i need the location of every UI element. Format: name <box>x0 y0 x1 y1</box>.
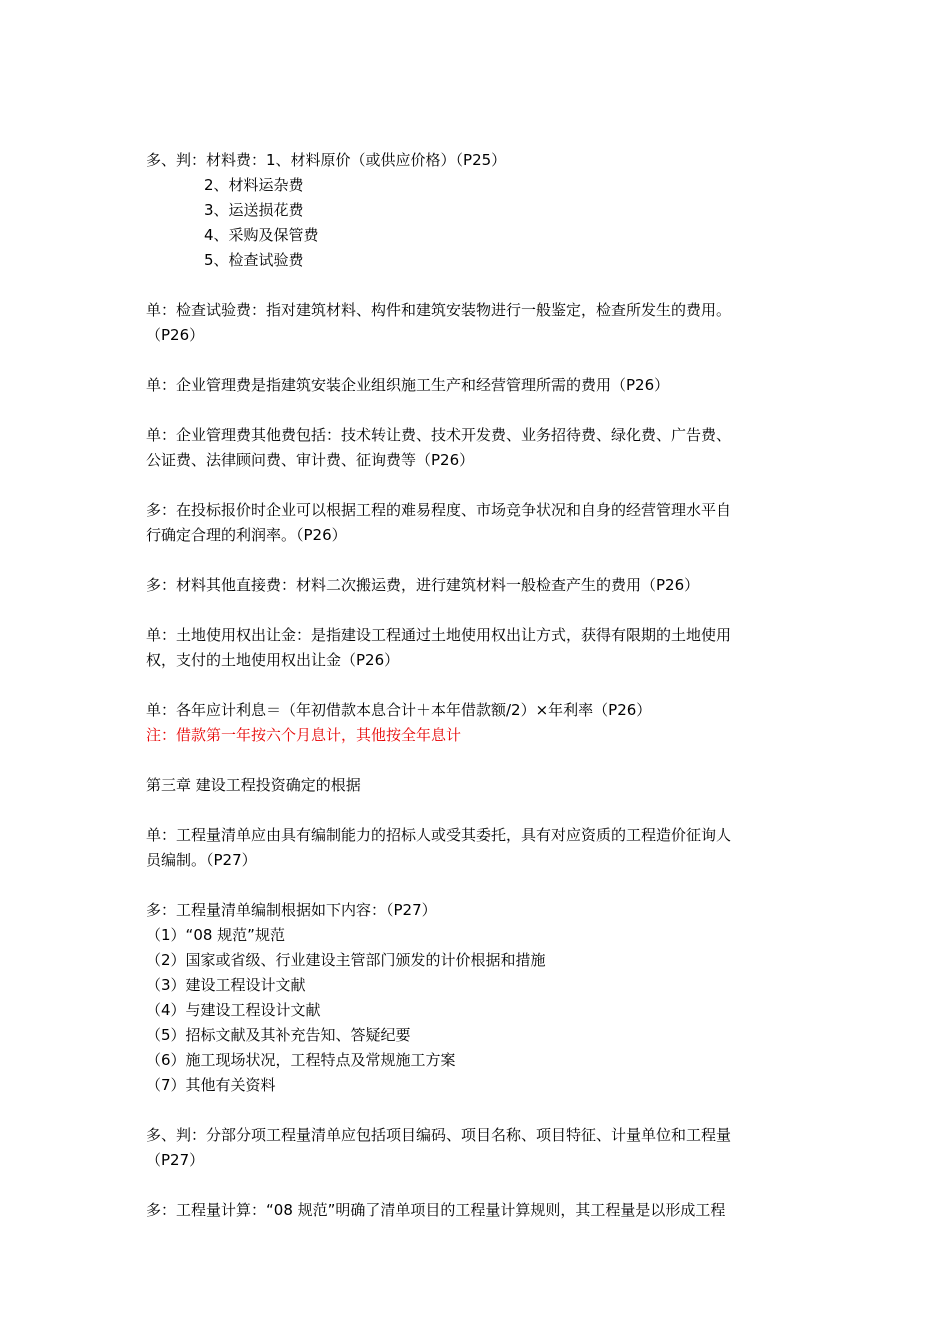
material-cost-item-5: 5、检查试验费 <box>204 251 304 269</box>
bill-basis-item-1: （1）“08 规范”规范 <box>146 926 285 944</box>
quantity-calc-line-1: 多：工程量计算：“08 规范”明确了清单项目的工程量计算规则，其工程量是以形成工程 <box>146 1201 726 1219</box>
spacer <box>146 748 810 773</box>
bill-basis-item-2: （2）国家或省级、行业建设主管部门颁发的计价根据和措施 <box>146 951 546 969</box>
land-fee-line-2: 权，支付的土地使用权出让金（P26） <box>146 651 400 669</box>
inspection-fee-line-2: （P26） <box>146 326 205 344</box>
other-direct-cost-line: 多：材料其他直接费：材料二次搬运费，进行建筑材料一般检查产生的费用（P26） <box>146 576 700 594</box>
spacer <box>146 273 810 298</box>
profit-rate-line-2: 行确定合理的利润率。（P26） <box>146 526 347 544</box>
spacer <box>146 1173 810 1198</box>
bill-preparer-line-1: 单：工程量清单应由具有编制能力的招标人或受其委托，具有对应资质的工程造价征询人 <box>146 826 732 844</box>
spacer <box>146 798 810 823</box>
land-fee-line-1: 单：土地使用权出让金：是指建设工程通过土地使用权出让方式，获得有限期的土地使用 <box>146 626 732 644</box>
spacer <box>146 398 810 423</box>
spacer <box>146 673 810 698</box>
management-fee-line: 单：企业管理费是指建筑安装企业组织施工生产和经营管理所需的费用（P26） <box>146 376 670 394</box>
other-fees-line-2: 公证费、法律顾问费、审计费、征询费等（P26） <box>146 451 475 469</box>
spacer <box>146 873 810 898</box>
material-cost-item-2: 2、材料运杂费 <box>204 176 304 194</box>
spacer <box>146 1098 810 1123</box>
interest-note-line: 注：借款第一年按六个月息计，其他按全年息计 <box>146 726 462 744</box>
spacer <box>146 348 810 373</box>
bill-basis-item-4: （4）与建设工程设计文献 <box>146 1001 321 1019</box>
material-cost-item-3: 3、运送损花费 <box>204 201 304 219</box>
interest-formula-line: 单：各年应计利息＝（年初借款本息合计＋本年借款额/2）×年利率（P26） <box>146 701 652 719</box>
material-cost-item-4: 4、采购及保管费 <box>204 226 319 244</box>
chapter-heading: 第三章 建设工程投资确定的根据 <box>146 776 361 794</box>
spacer <box>146 473 810 498</box>
bill-preparer-line-2: 员编制。（P27） <box>146 851 257 869</box>
profit-rate-line-1: 多：在投标报价时企业可以根据工程的难易程度、市场竞争状况和自身的经营管理水平自 <box>146 501 732 519</box>
bill-basis-item-3: （3）建设工程设计文献 <box>146 976 306 994</box>
sub-item-bill-line-2: （P27） <box>146 1151 205 1169</box>
sub-item-bill-line-1: 多、判：分部分项工程量清单应包括项目编码、项目名称、项目特征、计量单位和工程量 <box>146 1126 732 1144</box>
material-cost-heading: 多、判：材料费：1、材料原价（或供应价格）（P25） <box>146 151 507 169</box>
spacer <box>146 598 810 623</box>
other-fees-line-1: 单：企业管理费其他费包括：技术转让费、技术开发费、业务招待费、绿化费、广告费、 <box>146 426 732 444</box>
bill-basis-item-5: （5）招标文献及其补充告知、答疑纪要 <box>146 1026 411 1044</box>
bill-basis-item-7: （7）其他有关资料 <box>146 1076 276 1094</box>
inspection-fee-line-1: 单：检查试验费：指对建筑材料、构件和建筑安装物进行一般鉴定，检查所发生的费用。 <box>146 301 732 319</box>
document-body <box>146 148 810 1223</box>
spacer <box>146 548 810 573</box>
bill-basis-heading: 多：工程量清单编制根据如下内容：（P27） <box>146 901 437 919</box>
bill-basis-item-6: （6）施工现场状况，工程特点及常规施工方案 <box>146 1051 456 1069</box>
